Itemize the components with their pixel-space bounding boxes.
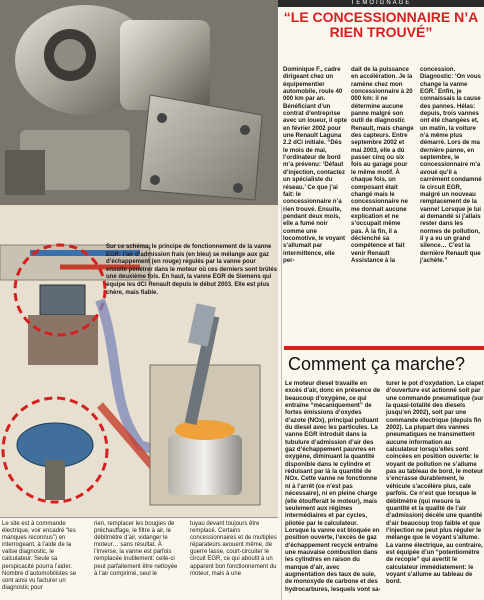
egr-valve-photo xyxy=(0,0,278,205)
bottom-column-2: rien, remplacer les bougies de préchauffage, le filtre à air, le débitmètre d’air, vidanger le moteur… sans résultat. À l’inverse, la vanne est parfois remplacée inutilement: celle-ci peut parfaitement être nettoyée à l’air comprimé, seul le xyxy=(94,521,178,577)
column-divider xyxy=(281,205,282,600)
explainer-column-1: Le moteur diesel travaille en excès d’air, donc en présence de beaucoup d’oxygène, ce qui entraîne “mécaniquement” de fortes émissions d’oxydes d’azote (NOx), principal polluant du diesel avec les particules. La vanne EGR introduit dans la tubulure d’admission d’air des gaz d’échappement pauvres en oxygène, diminuant la quantité disponible dans le cylindre et réduisant par là la quantité de NOx. Cette vanne ne fonctionne ni à l’arrêt (ce n’est pas nécessaire), ni en pleine charge (elle étoufferait le moteur), mais seulement aux régimes intermédiaires et par cycles, pilotée par le calculateur. Lorsque la vanne est bloquée en position ouverte, l’excès de gaz d’échappement recyclé entraîne une mauvaise combustion dans les cylindres en raison du manque d’air, avec augmentation des taux de suie, de monoxyde de carbone et des hydrocarbures, lesquels vont sa- xyxy=(285,380,381,593)
testimony-column-3: concession. Diagnostic: ‘On vous change la vanne EGR.’ Enfin, je connaissais la cause des pannes. Hélas: depuis, trois vannes ont été changées et, un matin, la voiture n’a même plus démarré. Lors de ma dernière panne, en septembre, le concessionnaire m’a avoué qu’il a carrément condamné le circuit EGR, malgré un nouveau remplacement de la vanne! Lorsque je lui ai demandé si j’allais rester dans les normes de pollution, il y a eu un grand silence… C’est la dernière Renault que j’achète.” xyxy=(420,66,482,264)
testimony-column-1: Dominique F., cadre dirigeant chez un équipementier automobile, roule 40 000 km par an. Bénéficiant d’un contrat d’entreprise avec un loueur, il opte en février 2002 pour une Renault Laguna 2.2 dCi initiale. “Dès le mois de mai, l’ordinateur de bord m’a prévenu: ‘Défaut d’injection, contactez un spécialiste du réseau.’ Ce que j’ai fait: le concessionnaire n’a rien trouvé. Ensuite, pendant deux mois, elle a fumé noir comme une locomotive, le voyant s’allumait par intermittence, elle per- xyxy=(283,66,347,264)
bottom-column-1: Le site est à commande électrique, voir encadré “les manques reconnus”) en interrogeant, à l’aide de la valise diagnostic, le calculateur. Seule sa perspicacité pourra l’aider. Nombre d’automobilistes se sont ainsi vu facturer un diagnostic pour xyxy=(2,521,77,591)
diagram-caption: Sur ce schéma, le principe de fonctionnement de la vanne EGR: l’air d’admission frais (en bleu) se mélange aux gaz d’échappement (en rouge) régulés par la vanne pour ensuite pénétrer dans le moteur où ces derniers sont brûlés une deuxième fois. En haut, la vanne EGR de Siemens qui équipe les dCi Renault depuis le début 2003. Elle est plus chère, mais fiable. xyxy=(106,244,278,296)
headline: “LE CONCESSIONNAIRE N’A RIEN TROUVÉ” xyxy=(283,9,479,40)
bottom-column-3: tuyau devant toujours être remplacé. Certains concessionnaires et de multiples réparateurs avouent même, de guerre lasse, court-circuiter le circuit EGR, ce qui aboutit à un apparent bon fonctionnement du moteur, mais à une xyxy=(190,521,277,577)
section-tag: TÉMOIGNAGE xyxy=(350,0,412,6)
testimony-column-2: dait de la puissance en accélération. Je la ramène chez mon concessionnaire à 20 000 km: il ne détermine aucune panne malgré son outil de diagnostic Renault, mais change des capteurs. Entre septembre 2002 et mai 2003, elle a dû passer cinq ou six fois au garage pour le même motif. À chaque fois, un composant était changé mais le concessionnaire ne me donnait aucune explication et ne s’occupait même pas. À la fin, il a déclenché sa compétence et fait venir Renault Assistance à la xyxy=(351,66,414,264)
explainer-title: Comment ça marche? xyxy=(288,354,466,374)
bottom-divider xyxy=(0,517,278,518)
egr-valve-illustration xyxy=(0,0,278,205)
explainer-column-2: turer le pot d’oxydation. Le clapet d’ouverture est actionné soit par une commande pneumatique (sur la quasi-totalité des diesels jusqu’en 2002), soit par une commande électrique (depuis fin 2002). La plupart des vannes pneumatiques ne transmettent aucune information au calculateur lorsqu’elles sont coincées en position ouverte: le voyant de pollution ne s’allume pas au tableau de bord, le moteur s’encrasse durablement, le véhicule s’accélère plus, cale parfois. Ce n’est que lorsque le débitmètre (qui mesure la quantité et la qualité de l’air d’admission) décèle une quantité d’air beaucoup trop faible et que l’injection ne peut plus réguler le mélange que le voyant s’allume. La vanne électrique, au contraire, est équipée d’un “potentiomètre de recopie” qui avertit le calculateur immédiatement: le voyant s’allume au tableau de bord. xyxy=(386,380,484,586)
explainer-band xyxy=(284,346,484,350)
